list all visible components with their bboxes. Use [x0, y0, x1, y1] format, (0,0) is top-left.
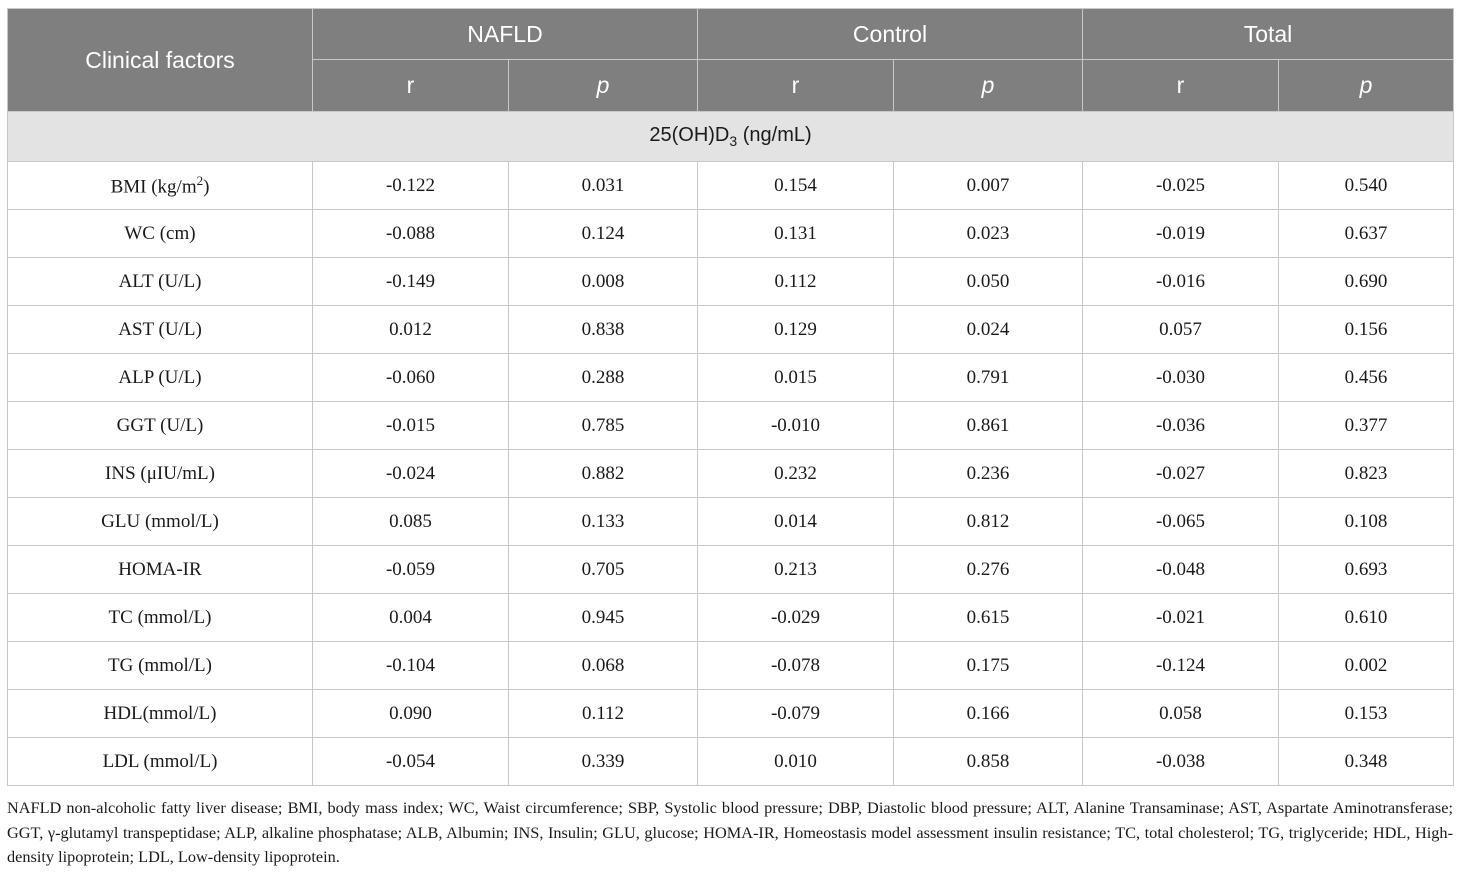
- value-cell-total-p: 0.610: [1279, 594, 1454, 642]
- value-cell-control-p: 0.175: [894, 642, 1083, 690]
- value-cell-nafld-r: -0.149: [313, 258, 509, 306]
- value-cell-nafld-r: -0.059: [313, 546, 509, 594]
- section-heading-vitamin-d: [8, 112, 1454, 162]
- table-row: [8, 162, 1454, 210]
- value-cell-total-p: 0.693: [1279, 546, 1454, 594]
- value-cell-control-p: 0.007: [894, 162, 1083, 210]
- value-cell-control-r: -0.078: [698, 642, 894, 690]
- table-row: [8, 498, 1454, 546]
- value-cell-total-p: 0.456: [1279, 354, 1454, 402]
- header-group-total: Total: [1083, 9, 1454, 60]
- clinical-factor-label: INS (μIU/mL): [105, 462, 215, 484]
- value-cell-nafld-p: 0.882: [509, 450, 698, 498]
- table-row: [8, 642, 1454, 690]
- table-row: [8, 450, 1454, 498]
- clinical-factor-label: TC (mmol/L): [108, 606, 212, 628]
- table-row: [8, 690, 1454, 738]
- value-cell-total-p: 0.153: [1279, 690, 1454, 738]
- clinical-factor-label: HDL(mmol/L): [103, 702, 217, 724]
- section-heading-prefix: 25(OH)D: [649, 124, 730, 146]
- clinical-factor-label: TG (mmol/L): [108, 654, 212, 676]
- value-cell-nafld-p: 0.112: [509, 690, 698, 738]
- value-cell-nafld-p: 0.133: [509, 498, 698, 546]
- value-cell-control-p: 0.791: [894, 354, 1083, 402]
- clinical-factor-label: LDL (mmol/L): [102, 750, 218, 772]
- clinical-factor-cell: [8, 162, 313, 210]
- table-row: [8, 546, 1454, 594]
- table-row: [8, 354, 1454, 402]
- section-row: [8, 112, 1454, 162]
- value-cell-nafld-p: 0.785: [509, 402, 698, 450]
- value-cell-nafld-r: 0.085: [313, 498, 509, 546]
- value-cell-control-r: 0.112: [698, 258, 894, 306]
- value-cell-control-r: 0.010: [698, 738, 894, 786]
- value-cell-control-r: 0.232: [698, 450, 894, 498]
- value-cell-total-r: -0.124: [1083, 642, 1279, 690]
- value-cell-nafld-r: -0.088: [313, 210, 509, 258]
- value-cell-nafld-r: 0.012: [313, 306, 509, 354]
- value-cell-nafld-r: -0.122: [313, 162, 509, 210]
- clinical-factor-cell: [8, 498, 313, 546]
- value-cell-control-p: 0.024: [894, 306, 1083, 354]
- value-cell-control-p: 0.023: [894, 210, 1083, 258]
- value-cell-total-p: 0.377: [1279, 402, 1454, 450]
- value-cell-control-r: -0.079: [698, 690, 894, 738]
- value-cell-control-p: 0.050: [894, 258, 1083, 306]
- value-cell-nafld-r: 0.004: [313, 594, 509, 642]
- header-group-nafld: NAFLD: [313, 9, 698, 60]
- clinical-factor-label: ALT (U/L): [118, 270, 202, 292]
- clinical-factor-cell: [8, 354, 313, 402]
- value-cell-total-r: -0.065: [1083, 498, 1279, 546]
- clinical-factor-label: ALP (U/L): [118, 366, 202, 388]
- value-cell-total-r: -0.038: [1083, 738, 1279, 786]
- value-cell-control-r: 0.154: [698, 162, 894, 210]
- value-cell-total-p: 0.002: [1279, 642, 1454, 690]
- value-cell-total-p: 0.108: [1279, 498, 1454, 546]
- value-cell-nafld-r: -0.015: [313, 402, 509, 450]
- header-group-control: Control: [698, 9, 1083, 60]
- value-cell-total-p: 0.637: [1279, 210, 1454, 258]
- value-cell-control-p: 0.276: [894, 546, 1083, 594]
- value-cell-control-p: 0.812: [894, 498, 1083, 546]
- value-cell-nafld-p: 0.339: [509, 738, 698, 786]
- value-cell-control-r: 0.014: [698, 498, 894, 546]
- value-cell-nafld-r: -0.104: [313, 642, 509, 690]
- clinical-factor-label: WC (cm): [124, 222, 196, 244]
- header-control-r: r: [698, 60, 894, 112]
- table-row: [8, 306, 1454, 354]
- table-row: [8, 738, 1454, 786]
- value-cell-control-r: 0.015: [698, 354, 894, 402]
- clinical-factor-cell: [8, 546, 313, 594]
- value-cell-nafld-p: 0.068: [509, 642, 698, 690]
- clinical-factor-label: GLU (mmol/L): [101, 510, 219, 532]
- value-cell-control-p: 0.861: [894, 402, 1083, 450]
- table-row: [8, 258, 1454, 306]
- value-cell-nafld-p: 0.124: [509, 210, 698, 258]
- value-cell-control-r: -0.010: [698, 402, 894, 450]
- value-cell-total-p: 0.823: [1279, 450, 1454, 498]
- value-cell-control-p: 0.236: [894, 450, 1083, 498]
- value-cell-control-p: 0.615: [894, 594, 1083, 642]
- clinical-factor-cell: [8, 738, 313, 786]
- value-cell-nafld-p: 0.288: [509, 354, 698, 402]
- value-cell-total-p: 0.540: [1279, 162, 1454, 210]
- value-cell-control-r: -0.029: [698, 594, 894, 642]
- header-nafld-r: r: [313, 60, 509, 112]
- header-nafld-p: p: [509, 60, 698, 112]
- value-cell-control-r: 0.131: [698, 210, 894, 258]
- value-cell-control-r: 0.213: [698, 546, 894, 594]
- clinical-factor-label: GGT (U/L): [116, 414, 204, 436]
- value-cell-total-r: 0.057: [1083, 306, 1279, 354]
- header-total-r: r: [1083, 60, 1279, 112]
- table-footnote: NAFLD non-alcoholic fatty liver disease; BMI, body mass index; WC, Waist circumference; SBP, Systolic blood pressure; DBP, Diastolic blood pressure; ALT, Alanine Transaminase; AST, Aspartate Aminotransferase; GGT, γ-glutamyl transpeptidase; ALP, alkaline phosphatase; ALB, Albumin; INS, Insulin; GLU, glucose; HOMA-IR, Homeostasis model assessment insulin resistance; TC, total cholesterol; TG, triglyceride; HDL, High-density lipoprotein; LDL, Low-density lipoprotein.: [7, 798, 1453, 866]
- value-cell-total-r: -0.016: [1083, 258, 1279, 306]
- clinical-factor-cell: [8, 258, 313, 306]
- clinical-factor-label: HOMA-IR: [118, 558, 202, 580]
- correlation-table: [7, 8, 1454, 786]
- value-cell-control-p: 0.858: [894, 738, 1083, 786]
- value-cell-total-r: -0.021: [1083, 594, 1279, 642]
- clinical-factor-label: BMI (kg/m: [110, 176, 197, 198]
- value-cell-nafld-p: 0.008: [509, 258, 698, 306]
- value-cell-total-r: -0.019: [1083, 210, 1279, 258]
- clinical-factor-cell: [8, 690, 313, 738]
- value-cell-control-r: 0.129: [698, 306, 894, 354]
- value-cell-total-r: -0.030: [1083, 354, 1279, 402]
- clinical-factor-cell: [8, 642, 313, 690]
- value-cell-total-p: 0.348: [1279, 738, 1454, 786]
- table-row: [8, 210, 1454, 258]
- value-cell-total-p: 0.156: [1279, 306, 1454, 354]
- clinical-factor-cell: [8, 402, 313, 450]
- value-cell-total-r: -0.025: [1083, 162, 1279, 210]
- value-cell-nafld-r: -0.054: [313, 738, 509, 786]
- clinical-factor-label: AST (U/L): [118, 318, 202, 340]
- correlation-table-container: [7, 8, 1453, 786]
- table-row: [8, 594, 1454, 642]
- section-heading-suffix: (ng/mL): [737, 124, 812, 146]
- value-cell-nafld-p: 0.031: [509, 162, 698, 210]
- value-cell-nafld-r: 0.090: [313, 690, 509, 738]
- header-row-groups: [8, 9, 1454, 60]
- value-cell-control-p: 0.166: [894, 690, 1083, 738]
- clinical-factor-cell: [8, 306, 313, 354]
- clinical-factor-cell: [8, 450, 313, 498]
- value-cell-total-r: -0.036: [1083, 402, 1279, 450]
- value-cell-nafld-r: -0.024: [313, 450, 509, 498]
- section-heading-subscript: 3: [729, 133, 738, 149]
- value-cell-total-r: -0.048: [1083, 546, 1279, 594]
- header-total-p: p: [1279, 60, 1454, 112]
- value-cell-nafld-r: -0.060: [313, 354, 509, 402]
- clinical-factor-superscript: 2: [196, 172, 204, 188]
- header-control-p: p: [894, 60, 1083, 112]
- value-cell-total-r: 0.058: [1083, 690, 1279, 738]
- header-clinical-factors: Clinical factors: [8, 9, 313, 112]
- clinical-factor-cell: [8, 594, 313, 642]
- value-cell-total-r: -0.027: [1083, 450, 1279, 498]
- clinical-factor-cell: [8, 210, 313, 258]
- value-cell-nafld-p: 0.945: [509, 594, 698, 642]
- value-cell-nafld-p: 0.838: [509, 306, 698, 354]
- value-cell-total-p: 0.690: [1279, 258, 1454, 306]
- table-row: [8, 402, 1454, 450]
- value-cell-nafld-p: 0.705: [509, 546, 698, 594]
- clinical-factor-label-tail: ): [203, 176, 210, 198]
